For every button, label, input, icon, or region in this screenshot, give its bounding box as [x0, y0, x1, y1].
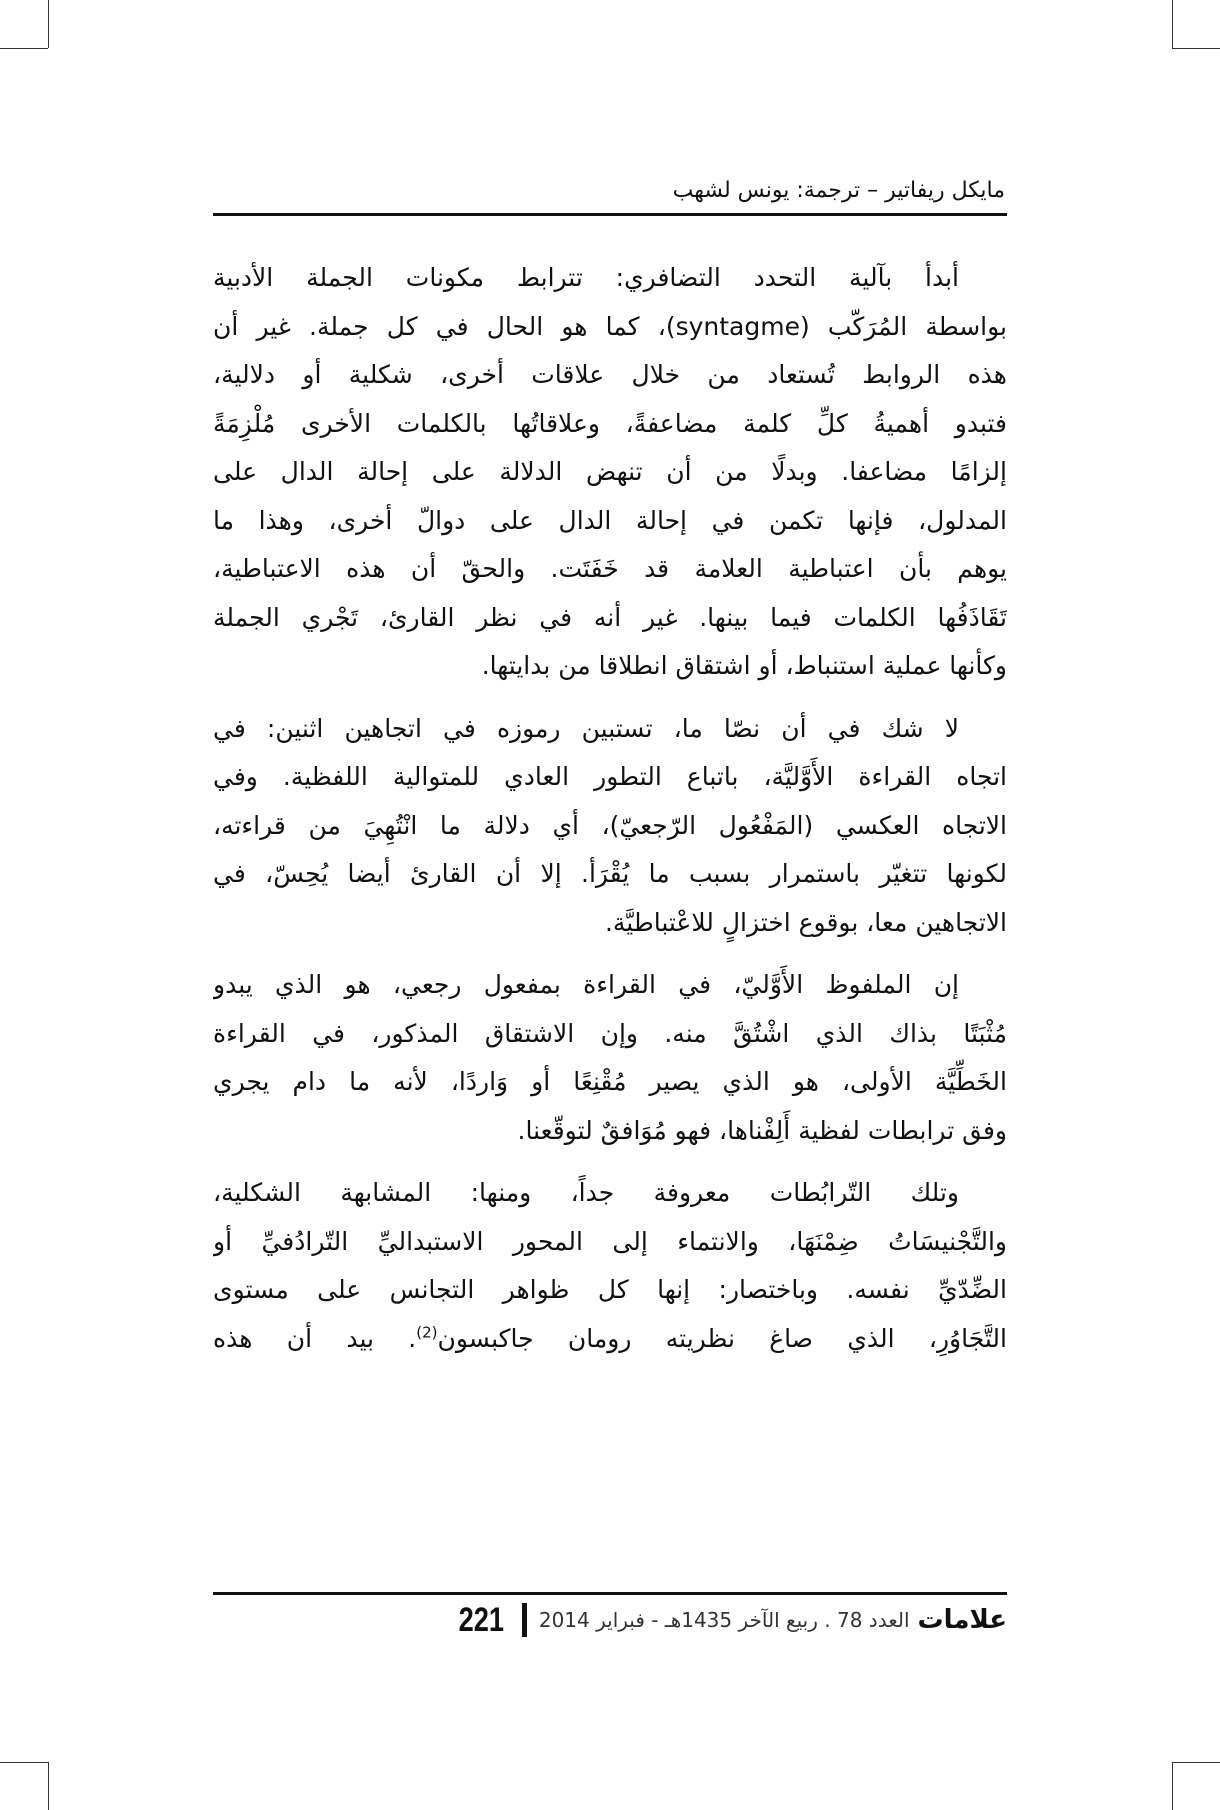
text-line: إن الملفوظ الأَوَّليّ، في القراءة بمفعول رجعي، هو الذي يبدو — [213, 970, 959, 999]
crop-mark — [48, 0, 49, 48]
text-line: اتجاه القراءة الأَوَّليَّة، باتباع التطور العادي للمتوالية اللفظية. وفي — [213, 762, 1007, 791]
text-fragment: . بيد أن هذه — [213, 1323, 417, 1353]
text-line: وكأنها عملية استنباط، أو اشتقاق انطلاقا من بدايتها. — [481, 651, 1007, 680]
text-line: فتبدو أهميةُ كلِّ كلمة مضاعفةً، وعلاقاتُها بالكلمات الأخرى مُلْزِمَةً — [213, 408, 1007, 438]
running-header — [215, 176, 1005, 212]
footer-divider — [213, 1592, 1007, 1595]
article-body — [213, 254, 1007, 1363]
footnote-reference[interactable]: (2) — [416, 1323, 438, 1342]
text-line: وتلك التّرابُطات معروفة جداً، ومنها: المشابهة الشكلية، — [213, 1178, 959, 1207]
text-line: يوهم بأن اعتباطية العلامة قد خَفَتَت. والحقّ أن هذه الاعتباطية، — [213, 554, 1007, 583]
issue-info: العدد 78 . ربيع الآخر 1435هـ - فبراير 2014 — [538, 1608, 910, 1632]
text-line: تَقَاذَفُها الكلمات فيما بينها. غير أنه في نظر القارئ، تَجْري الجملة — [213, 602, 1007, 632]
text-line: الاتجاهين معا، بوقوع اختزالٍ للاعْتباطيَّة. — [604, 907, 1007, 937]
text-line: الخَطِّيَّة الأولى، هو الذي يصير مُقْنِعًا أو وَاردًا، لأنه ما دام يجري — [213, 1067, 1007, 1096]
crop-mark — [1172, 1762, 1220, 1763]
text-line — [213, 1315, 1007, 1364]
paragraph — [213, 1169, 1007, 1363]
text-line: لكونها تتغيّر باستمرار بسبب ما يُقْرَأ. إلا أن القارئ أيضا يُحِسّ، في — [213, 859, 1007, 888]
text-line: المدلول، فإنها تكمن في إحالة الدال على دوالّ أخرى، وهذا ما — [213, 505, 1007, 535]
crop-mark — [0, 1762, 48, 1763]
page-footer — [213, 1600, 1007, 1640]
page-number: 221 — [458, 1600, 505, 1639]
text-line: مُثْبَتًا بذاك الذي اشْتُقَّ منه. وإن الاشتقاق المذكور، في القراءة — [213, 1018, 1007, 1048]
paragraph — [213, 254, 1007, 691]
paragraph — [213, 705, 1007, 948]
text-line: لا شك في أن نصّا ما، تستبين رموزه في اتجاهين اثنين: في — [213, 713, 959, 743]
text-line: هذه الروابط تُستعاد من خلال علاقات أخرى، شكلية أو دلالية، — [213, 360, 1007, 389]
journal-logo: علامات — [917, 1605, 1007, 1635]
crop-mark — [1172, 48, 1220, 49]
text-line: وفق ترابطات لفظية أَلِفْناها، فهو مُوَافقٌ لتوقّعنا. — [517, 1115, 1007, 1145]
crop-mark — [0, 48, 48, 49]
crop-mark — [1172, 1762, 1173, 1810]
paragraph — [213, 961, 1007, 1155]
crop-mark — [48, 1762, 49, 1810]
text-line: بواسطة المُرَكّب (syntagme)، كما هو الحال في كل جملة. غير أن — [213, 311, 1007, 341]
running-title: مايكل ريفاتير – ترجمة: يونس لشهب — [672, 178, 1005, 203]
footer-separator — [522, 1603, 527, 1637]
text-line: إلزامًا مضاعفا. وبدلًا من أن تنهض الدلالة على إحالة الدال على — [213, 457, 1007, 486]
header-divider — [213, 213, 1007, 216]
text-line: الاتجاه العكسي (المَفْعُول الرّجعيّ)، أي دلالة ما انْتُهِيَ من قراءته، — [213, 810, 1007, 840]
crop-mark — [1172, 0, 1173, 48]
text-line: أبدأ بآلية التحدد التضافري: تترابط مكونات الجملة الأدبية — [213, 263, 959, 292]
text-line: والتَّجْنيسَاتُ ضِمْنَهَا، والانتماء إلى المحور الاستبداليِّ التّرادُفيِّ أو — [213, 1226, 1007, 1256]
text-fragment: التَّجَاوُرِ، الذي صاغ نظريته رومان جاكبسون — [437, 1323, 1007, 1353]
text-line: الضِّدّيِّ نفسه. وباختصار: إنها كل ظواهر التجانس على مستوى — [213, 1275, 1007, 1304]
